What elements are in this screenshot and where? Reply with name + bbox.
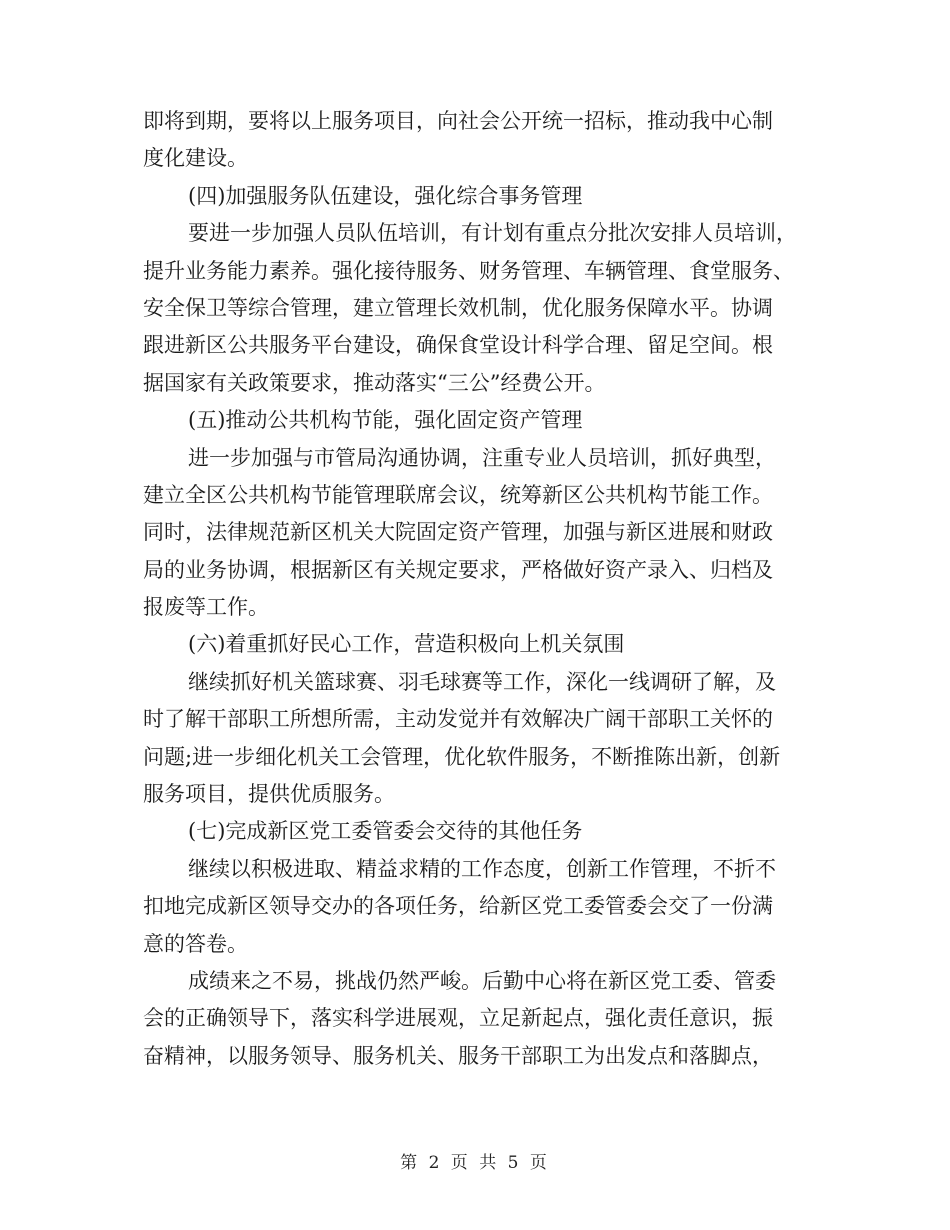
text-line: 进一步加强与市管局沟通协调，注重专业人员培训，抓好典型， [188, 445, 776, 470]
text-line: 会的正确领导下，落实科学进展观，立足新起点，强化责任意识，振 [143, 1006, 773, 1031]
text-line: 成绩来之不易，挑战仍然严峻。后勤中心将在新区党工委、管委 [188, 968, 776, 993]
body-text [143, 103, 798, 1075]
text-line: 跟进新区公共服务平台建设，确保食堂设计科学合理、留足空间。根 [143, 333, 773, 358]
text-line: 继续以积极进取、精益求精的工作态度，创新工作管理，不折不 [188, 856, 776, 881]
text-line: 继续抓好机关篮球赛、羽毛球赛等工作，深化一线调研了解，及 [188, 669, 776, 694]
text-line: 扣地完成新区领导交办的各项任务，给新区党工委管委会交了一份满 [143, 894, 773, 919]
text-line: 问题;进一步细化机关工会管理，优化软件服务，不断推陈出新，创新 [143, 744, 781, 769]
text-line: 时了解干部职工所想所需，主动发觉并有效解决广阔干部职工关怀的 [143, 707, 773, 732]
text-line: 建立全区公共机构节能管理联席会议，统筹新区公共机构节能工作。 [143, 482, 773, 507]
section-heading: (四)加强服务队伍建设，强化综合事务管理 [188, 183, 583, 208]
text-line: 据国家有关政策要求，推动落实“三公”经费公开。 [143, 370, 606, 395]
text-line: 提升业务能力素养。强化接待服务、财务管理、车辆管理、食堂服务、 [143, 258, 794, 283]
text-line: 要进一步加强人员队伍培训，有计划有重点分批次安排人员培训， [188, 221, 797, 246]
text-line: 报废等工作。 [143, 595, 269, 620]
text-line: 奋精神，以服务领导、服务机关、服务干部职工为出发点和落脚点， [143, 1043, 773, 1068]
text-line: 安全保卫等综合管理，建立管理长效机制，优化服务保障水平。协调 [143, 295, 773, 320]
text-line: 意的答卷。 [143, 931, 248, 956]
text-line: 即将到期，要将以上服务项目，向社会公开统一招标，推动我中心制 [143, 109, 773, 133]
section-heading: (五)推动公共机构节能，强化固定资产管理 [188, 408, 583, 433]
page-number-footer: 第 2 页 共 5 页 [400, 1153, 550, 1173]
text-line: 同时，法律规范新区机关大院固定资产管理，加强与新区进展和财政 [143, 520, 773, 545]
text-line: 服务项目，提供优质服务。 [143, 782, 395, 807]
text-line: 度化建设。 [143, 146, 248, 171]
text-line: 局的业务协调，根据新区有关规定要求，严格做好资产录入、归档及 [143, 557, 773, 582]
section-heading: (七)完成新区党工委管委会交待的其他任务 [188, 819, 583, 844]
section-heading: (六)着重抓好民心工作，营造积极向上机关氛围 [188, 632, 625, 657]
